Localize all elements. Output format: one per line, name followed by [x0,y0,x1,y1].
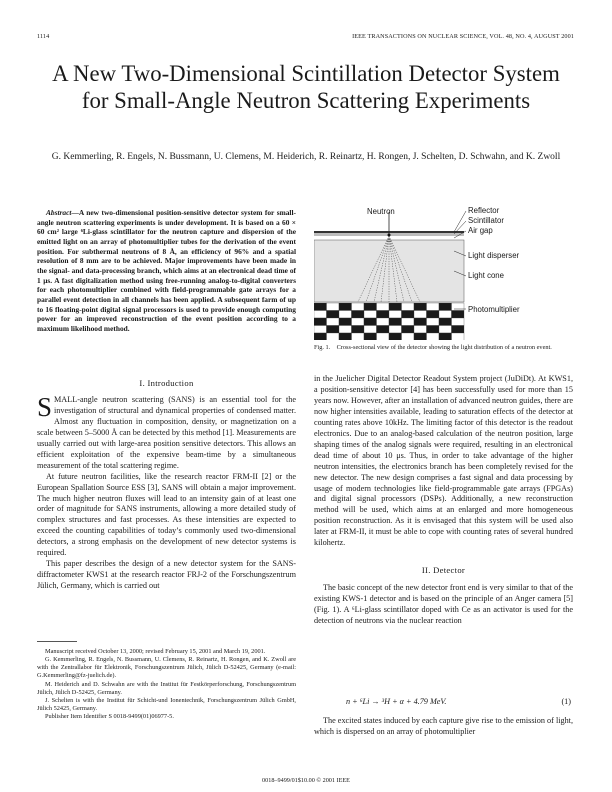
label-photomultiplier: Photomultiplier [468,305,520,314]
photomultiplier-cell [377,311,390,319]
photomultiplier-cell [389,326,402,334]
right-column-continuation [314,716,573,738]
footnote-affiliation-3: J. Schelten is with the Institut für Schicht-und Ionentechnik, Forschungszentrum Jülich GmbH, Jülich 52425, Germany. [37,696,296,713]
photomultiplier-cell [339,303,352,311]
photomultiplier-cell [389,311,402,319]
intro-paragraph-2: At future neutron facilities, like the research reactor FRM-II [2] or the European Spallation Source ESS [3], SANS will obtain a major improvement. The much higher neutron fluxes will lead to an intensity gain of at least one order of magnitude for SANS instruments, allowing a more detailed study of complex structures and fast processes. As these intensities are expected to exceed the counting capabilities of today’s commonly used two-dimensional detectors, a strong emphasis on the development of new detector systems is required. [37,471,296,558]
intro-paragraph-1-text: MALL-angle neutron scattering (SANS) is an essential tool for the investigation of structural and dynamical properties of condensed matter. Almost any fluctuation in composition, density, or magnetization on a scale between 5–5000 Å can be detected by this method [1]. Measurements are usually carried out with large-area position sensitive detectors. This allows an efficient exploitation of the expensive beam-time by a simultaneous measurement of the total scattering regime. [37,394,296,470]
photomultiplier-cell [352,311,365,319]
label-scintillator: Scintillator [468,216,504,225]
photomultiplier-cell [389,318,402,326]
right-column-body [314,374,573,627]
photomultiplier-cell [427,303,440,311]
label-air-gap: Air gap [468,226,493,235]
section-heading-detector: II. Detector [421,565,466,576]
copyright-line: 0018–9499/01$10.00 © 2001 IEEE [262,777,350,784]
photomultiplier-cell [327,326,340,334]
photomultiplier-cell [327,303,340,311]
photomultiplier-cell [452,311,465,319]
photomultiplier-cell [339,318,352,326]
photomultiplier-cell [402,311,415,319]
photomultiplier-cell [314,303,327,311]
running-header: IEEE TRANSACTIONS ON NUCLEAR SCIENCE, VOL. 48, NO. 4, AUGUST 2001 [352,33,574,40]
photomultiplier-cell [402,318,415,326]
photomultiplier-cell [339,326,352,334]
photomultiplier-cell [352,326,365,334]
photomultiplier-cell [414,318,427,326]
photomultiplier-cell [402,333,415,340]
abstract-label: Abstract— [46,208,79,217]
photomultiplier-cell [364,303,377,311]
paper-title: A New Two-Dimensional Scintillation Detector System for Small-Angle Neutron Scattering Experiments [52,61,560,113]
photomultiplier-cell [439,311,452,319]
photomultiplier-cell [427,333,440,340]
drop-cap: S [37,391,53,422]
label-light-disperser: Light disperser [468,251,520,260]
photomultiplier-cell [452,326,465,334]
intro-paragraph-1 [37,391,296,472]
photomultiplier-cell [364,318,377,326]
photomultiplier-array [314,303,464,340]
page-number: 1114 [37,33,50,40]
photomultiplier-cell [389,333,402,340]
photomultiplier-cell [402,326,415,334]
photomultiplier-cell [314,326,327,334]
photomultiplier-cell [327,333,340,340]
label-reflector: Reflector [468,206,500,215]
section-heading-introduction: I. Introduction [139,378,194,388]
photomultiplier-cell [439,333,452,340]
photomultiplier-cell [427,311,440,319]
detector-paragraph-1: The basic concept of the new detector front end is very similar to that of the existing KWS-1 detector and is based on the principle of an Anger camera [5] (Fig. 1). A ⁶Li-glass scintillator doped with Ce as an activator is used for the detection of neutrons via the nuclear reaction [314,583,573,626]
photomultiplier-cell [414,333,427,340]
photomultiplier-cell [314,311,327,319]
photomultiplier-cell [427,318,440,326]
footnote-affiliation-1: G. Kemmerling, R. Engels, N. Bussmann, U. Clemens, R. Reinartz, H. Rongen, and K. Zwoll are with the Zentrallabor für Elektronik, Forschungszentrum Jülich, Jülich D-52425, Germany (e-mail: G.Kemmerling@fz-juelich.de). [37,656,296,680]
photomultiplier-cell [327,318,340,326]
left-column-body [37,378,296,592]
footnote-affiliation-2: M. Heiderich and D. Schwahn are with the Institut für Festkörperforschung, Forschungszentrum Jülich, Jülich D-52425, Germany. [37,680,296,696]
label-neutron: Neutron [367,207,395,216]
photomultiplier-cell [439,318,452,326]
photomultiplier-cell [339,333,352,340]
photomultiplier-cell [452,318,465,326]
photomultiplier-cell [314,318,327,326]
photomultiplier-cell [364,326,377,334]
photomultiplier-cell [414,303,427,311]
photomultiplier-cell [352,303,365,311]
photomultiplier-cell [389,303,402,311]
photomultiplier-cell [339,311,352,319]
footnotes [37,648,296,721]
detector-paragraph-2: The excited states induced by each capture give rise to the emission of light, which is dispersed on an array of photomultiplier [314,716,573,736]
right-paragraph-1: in the Juelicher Digital Detector Readout System project (JuDiDt). At KWS1, a position-sensitive detector [4] has been successfully used for more than 15 years now. However, after an installation of advanced neutron guides, there are now higher intensities available, leading to saturation effects of the detector at counting rates above 10kHz. The limiting factor of this detector is the readout electronics. Due to an analog-based calculation of the neutron position, large shaping times of the analog signals were required, resulting in an electronical dead time of about 10 μs. Thus, in order to take advantage of the higher neutron intensities, the electronics branch has been completely revised for the new detector. The new design comprises a fast signal and data processing by usage of modern technologies like field-programmable gate arrays (FPGAs) and digital signal processors (DSPs). Additionally, a new reconstruction method will be used, which aims at an enlarged and more homogeneous position reconstruction. As it is envisaged that this system will be used also later at FRM-II, it must be able to cope with counting rates of several hundred kilohertz. [314,374,573,548]
photomultiplier-cell [414,326,427,334]
photomultiplier-cell [439,303,452,311]
photomultiplier-cell [377,333,390,340]
photomultiplier-cell [377,303,390,311]
photomultiplier-cell [352,318,365,326]
footnote-rule [37,641,77,642]
label-light-cone: Light cone [468,271,504,280]
author-list: G. Kemmerling, R. Engels, N. Bussmann, U. Clemens, M. Heiderich, R. Reinartz, H. Rongen, J. Schelten, D. Schwahn, and K. Zwoll [51,152,561,162]
abstract [37,208,296,334]
photomultiplier-cell [314,333,327,340]
intro-paragraph-3: This paper describes the design of a new detector system for the SANS-diffractometer KWS1 at the research reactor FRJ-2 of the Forschungszentrum Jülich, Germany, which is carried out [37,559,296,591]
photomultiplier-cell [414,311,427,319]
photomultiplier-cell [364,333,377,340]
photomultiplier-cell [364,311,377,319]
photomultiplier-cell [327,311,340,319]
footnote-received: Manuscript received October 13, 2000; revised February 15, 2001 and March 19, 2001. [45,648,266,655]
photomultiplier-cell [439,326,452,334]
detector-cross-section-figure [314,205,573,340]
photomultiplier-cell [452,303,465,311]
photomultiplier-cell [377,318,390,326]
equation-text: n + ⁶Li → ³H + α + 4.79 MeV. [346,697,447,706]
photomultiplier-cell [377,326,390,334]
photomultiplier-cell [427,326,440,334]
photomultiplier-cell [452,333,465,340]
abstract-text: A new two-dimensional position-sensitive detector system for small-angle neutron scattering experiments is under development. It is based on a 60 × 60 cm² large ⁶Li-glass scintillator for the neutron capture and dispersion of the emitted light on an array of photomultiplier tubes for the derivation of the event position. For subthermal neutrons of 8 Å, an efficiency of 96% and a spatial resolution of 8 mm are to be achieved. Major improvements have been made in the signal- and data-processing branch, which aims at an electronical dead time of 1 μs. A fast digitalization method using free-running analog-to-digital converters for each photomultiplier combined with field-programmable gate arrays for a parallel event detection in all channels has been applied. A subsequent farm of up to 16 floating-point digital signal processors is used to provide enough computing power for an improved reconstruction of the event position according to a maximum likelihood method. [37,208,296,333]
equation-number: (1) [561,697,571,706]
photomultiplier-cell [402,303,415,311]
figure-caption: Fig. 1. Cross-sectional view of the detector showing the light distribution of a neutron event. [314,344,552,351]
photomultiplier-cell [352,333,365,340]
footnote-publisher-id: Publisher Item Identifier S 0018-9499(01)06977-5. [45,713,174,721]
